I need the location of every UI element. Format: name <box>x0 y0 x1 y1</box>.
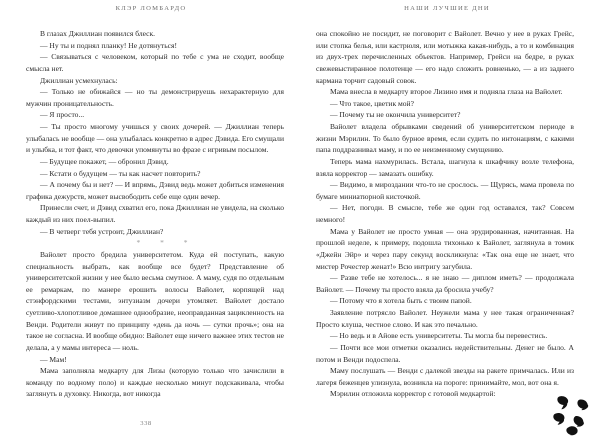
paragraph: — Нет, погоди. В смысле, тебе же один год оставался, так? Совсем немного! <box>316 203 574 224</box>
paragraph: — Связываться с человеком, который по тебе с ума не сходит, вообще смысла нет. <box>26 52 284 73</box>
paragraph: она спокойно не посидит, не поговорит с Вайолет. Вечно у нее в руках Грейс, или стопка белья, или кастрюля, или мотыжка какая-нибудь, а то и комбинация из двух-трех перечисленных объектов. Например, Грейси на бедре, в руках свежевыстиранное полотенце — его надо сложить ровненько, — а из заднего кармана торчит садовый совок. <box>316 29 574 85</box>
paragraph: Вайолет просто бредила университетом. Куда ей поступать, какую специальность выбрать, как вообще все будет? Представление об университетской жизни у нее было весьма смутное. А маму, судя по отдельным ее ремаркам, по манере ерошить волосы Вайолет, корпящей над стэнфордскими тестами, энтузиазм дочери утомляет. Вайолет достало суетливо-хлопотливое домашнее однообразие, неоправданная зацикленность на Венди. Родители живут по принципу «день да ночь — сутки прочь»; она на такое не согласна. И вообще обидно: Вайолет еще ничего важнее этих тестов не делала, а у мамы интереса — ноль. <box>26 249 284 352</box>
paragraph: В глазах Джиллиан появился блеск. <box>40 29 156 38</box>
paragraph: Мама заполняла медкарту для Лизы (которую только что зачислили в команду по водному поло) и каждые несколько минут подскакивала, чтобы заглянуть в духовку. Никогда, вот никогда <box>26 366 284 399</box>
paragraph: — Почему ты не окончила университет? <box>330 110 461 120</box>
paragraph: — Видимо, в мироздании что-то не срослось. — Щурясь, мама провела по бумаге миниатюрной кисточкой. <box>316 180 574 201</box>
paragraph: Теперь мама нахмурилась. Встала, шагнула к шкафчику возле телефона, взяла корректор — замазать ошибку. <box>316 156 574 178</box>
paragraph: Маму послушать — Венди с далекой звезды на ракете примчалась. Или из лагеря беженцев улизнула, возникла на пороге: принимайте, мол, вот она я. <box>316 366 574 387</box>
right-page <box>300 0 600 439</box>
paragraph: Заявление потрясло Вайолет. Неужели мама у нее такая ограниченная? Просто клуша, честное слово. И как это печально. <box>316 308 574 329</box>
paragraph: — Я просто... <box>40 110 85 120</box>
left-page-body <box>26 28 284 400</box>
section-separator: * * * <box>136 238 197 248</box>
paragraph: — Кстати о будущем — ты как насчет повторить? <box>40 168 201 178</box>
paragraph: — Почти все мои отметки оказались недействительны. Денег не было. А потом и Венди подоспела. <box>316 342 574 364</box>
running-head-title: НАШИ ЛУЧШИЕ ДНИ <box>404 5 490 12</box>
page-number-left: 338 <box>140 420 152 427</box>
paragraph: — Разве тебе не хотелось... я не знаю — диплом иметь? — продолжала Вайолет. — Почему ты просто взяла да бросила учебу? <box>316 273 574 294</box>
paragraph: — Ну ты и поднял планку! Не дотянуться! <box>40 40 178 50</box>
paragraph: — Ты просто многому учишься у своих дочерей. — Джиллиан теперь улыбалась не вообще — она улыбалась конкретно в адрес Дэвида. Его смущали и улыбка, и тот факт, что девочки упомянуты во фразе с игривым посылом. <box>26 122 284 155</box>
paragraph: Мама у Вайолет не просто умная — она эрудированная, начитанная. На прошлой неделе, к примеру, подошла тихонько к Вайолет, заглянула в томик «Джейн Эйр» и через пару секунд воскликнула: «Так она еще не знает, что мистер Рочестер женат!» Всю интригу загубила. <box>316 226 574 271</box>
right-page-body <box>316 28 574 400</box>
paragraph: Мама внесла в медкарту второе Лизино имя и подняла глаза на Вайолет. <box>330 87 563 97</box>
paragraph: Джиллиан усмехнулась: <box>40 75 118 85</box>
paragraph: Мэрилин отложила корректор с готовой медкартой: <box>330 389 496 399</box>
paragraph: — Потому что я хотела быть с твоим папой. <box>330 296 472 306</box>
paragraph: — Только не обижайся — но ты демонстрируешь нехарактерную для мужчин проницательность. <box>26 87 284 108</box>
paragraph: — Что такое, цветик мой? <box>330 98 414 108</box>
paragraph: — Мам! <box>40 354 67 364</box>
running-head-author: КЛЭР ЛОМБАРДО <box>115 5 187 12</box>
paragraph: Вайолет владела обрывками сведений об университетском периоде в жизни Мэрилин. То было бурное время, если судить по интонациям, с какими папа поддразнивал маму, и по ее неизменному смущению. <box>316 122 574 155</box>
paragraph: — Но ведь и в Айове есть университеты. Ты могла бы перевестись. <box>330 331 548 341</box>
paragraph: Принесли счет, и Дэвид схватил его, пока Джиллиан не увидела, на сколько каждый из них поел-выпил. <box>26 203 284 224</box>
paragraph: — Будущее покажет, — обронил Дэвид. <box>40 156 169 166</box>
paragraph: — В четверг тебя устроит, Джиллиан? <box>40 226 164 236</box>
paragraph: — А почему бы и нет? — И впрямь, Дэвид ведь может добиться изменения графика дежурств, может высвободить себе еще один вечер. <box>26 180 284 201</box>
